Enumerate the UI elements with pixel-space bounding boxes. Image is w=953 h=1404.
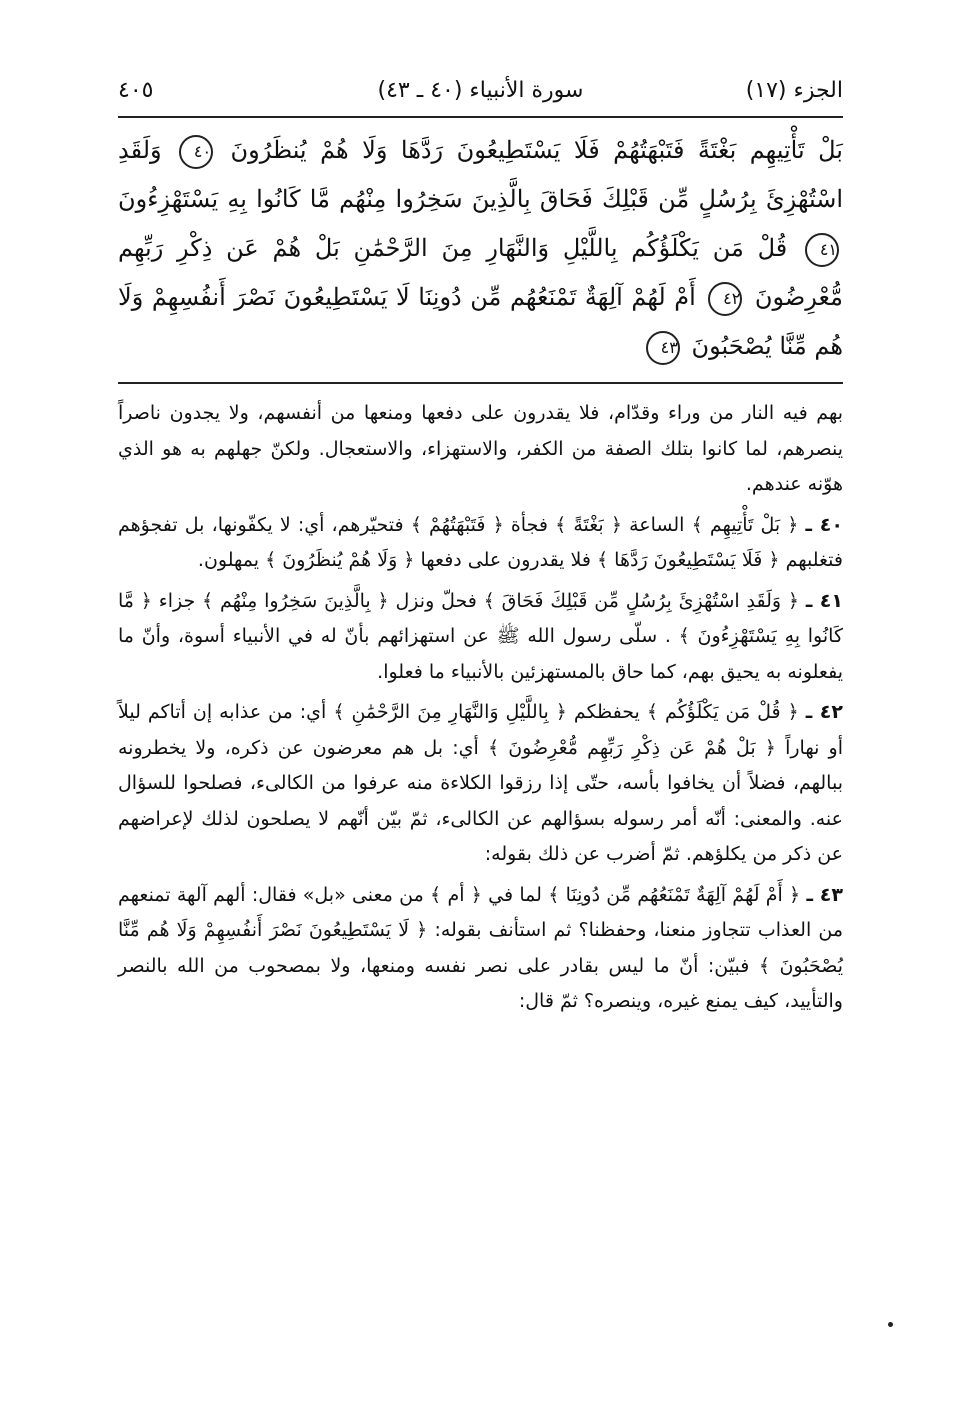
tafsir-verse-41-paragraph [118,584,843,691]
commentary-text: فلا يقدرون على دفعها [420,549,591,571]
verse-number: ٤٢ ـ [805,701,843,723]
commentary-text: فتحيّرهم، أي: لا يكفّونها، بل تفجؤهم فتغلبهم [118,513,843,571]
quran-quote: ﴿ قُلْ مَن يَكْلَؤُكُم ﴾ [647,701,799,723]
verse-42-text: قُلْ مَن يَكْلَؤُكُم بِاللَّيْلِ وَالنَّهَارِ مِنَ الرَّحْمَٰنِ بَلْ هُمْ عَن ذِكْرِ رَبِّهِم مُّعْرِضُونَ [118,234,843,311]
quran-quote: ﴿ وَلَقَدِ اسْتُهْزِئَ بِرُسُلٍ مِّن قَبْلِكَ فَحَاقَ ﴾ [484,590,799,612]
commentary-text: أي: بل هم معرضون عن ذكره، ولا يخطرونه ببالهم، فضلاً أن يخافوا بأسه، حتّى إذا رزقوا الكلاءة منه عرفوا من الكالىء، فصلحوا للسؤال عنه. والمعنى: أنّه أمر رسوله بسؤالهم عن الكالىء، ثمّ بيّن أنّهم لا يصلحون لذلك لإعراضهم عن ذكر من يكلؤهم. ثمّ أضرب عن ذلك بقوله: [118,736,843,865]
commentary-text: يمهلون. [197,549,260,571]
commentary-text: فجأة [510,513,548,536]
verse-number: ٤١ ـ [805,589,843,612]
verse-40-marker: ٤٠ [179,135,213,169]
verse-43-marker: ٤٣ [646,331,680,365]
verse-41-text: وَلَقَدِ اسْتُهْزِئَ بِرُسُلٍ مِّن قَبْلِكَ فَحَاقَ بِالَّذِينَ سَخِرُوا مِنْهُم مَّا كَانُوا بِهِ يَسْتَهْزِءُونَ [118,136,843,213]
commentary-text: فبيّن: أنّ ما ليس بقادر على نصر نفسه ومنعها، ولا بمصحوب من الله بالنصر والتأييد، كيف يمنع غيره، وينصره؟ ثمّ قال: [118,954,843,1012]
quran-quote: ﴿ فَلَا يَسْتَطِيعُونَ رَدَّهَا ﴾ [597,549,780,571]
tafsir-verse-42-paragraph [118,695,843,873]
commentary-text: يحفظكم [573,701,640,723]
quran-quote: ﴿ بَلْ تَأْتِيهِم ﴾ [692,514,799,536]
quran-quote: ﴿ أم ﴾ [430,884,482,906]
quran-quote: ﴿ فَتَبْهَتُهُمْ ﴾ [411,514,504,536]
tafsir-commentary [118,396,843,1025]
quran-text-block [118,126,843,372]
juz-label: الجزء (١٧) [745,78,843,103]
commentary-text: . سلّى رسول الله ﷺ عن استهزائهم بأنّ له في الأنبياء أسوة، وأنّ ما يفعلونه به يحيق بهم، كما حاق بالمستهزئين بالأنبياء ما فعلوا. [118,625,843,683]
quran-quote: ﴿ بَلْ هُمْ عَن ذِكْرِ رَبِّهِم مُّعْرِضُونَ ﴾ [488,737,776,759]
commentary-text: من معنى «بل» فقال: ألهم آلهة تمنعهم من العذاب تتجاوز منعنا، وحفظنا؟ ثم استأنف بقوله: [118,883,843,941]
commentary-text: لما في [488,883,542,906]
verse-number: ٤٣ ـ [806,883,843,906]
commentary-text: فحلّ ونزل [395,589,477,612]
verse-41-marker: ٤١ [805,233,839,267]
surah-title: سورة الأنبياء (٤٠ ـ ٤٣) [377,78,584,103]
verse-number: ٤٠ ـ [805,513,843,536]
commentary-text: أي: من عذابه إن أتاكم ليلاً أو نهاراً [118,701,843,759]
quran-quote: ﴿ بِالَّذِينَ سَخِرُوا مِنْهُم ﴾ [202,590,389,612]
page-number: ٤٠٥ [118,78,154,103]
quran-quote: ﴿ بَغْتَةً ﴾ [555,514,622,536]
quran-quote: ﴿ وَلَا هُمْ يُنظَرُونَ ﴾ [265,549,414,571]
quran-quote: ﴿ لَا يَسْتَطِيعُونَ نَصْرَ أَنفُسِهِمْ وَلَا هُم مِّنَّا يُصْحَبُونَ ﴾ [118,919,843,977]
section-divider [118,382,843,384]
verse-43-text: أَمْ لَهُمْ آلِهَةٌ تَمْنَعُهُم مِّن دُونِنَا لَا يَسْتَطِيعُونَ نَصْرَ أَنفُسِهِمْ وَلَا هُم مِّنَّا يُصْحَبُونَ [118,283,843,360]
tafsir-intro-paragraph: بهم فيه النار من وراء وقدّام، فلا يقدرون على دفعها ومنعها من أنفسهم، ولا يجدون ناصراً ينصرهم، لما كانوا بتلك الصفة من الكفر، والاستهزاء، والاستعجال. ولكنّ جهلهم به هو الذي هوّنه عندهم. [118,402,843,495]
page-header [118,72,843,118]
quran-quote: ﴿ بِاللَّيْلِ وَالنَّهَارِ مِنَ الرَّحْمَٰنِ ﴾ [333,701,567,723]
quran-quote: ﴿ أَمْ لَهُمْ آلِهَةٌ تَمْنَعُهُم مِّن دُونِنَا ﴾ [548,884,800,906]
margin-dot [888,1322,893,1327]
commentary-text: جزاء [158,589,196,612]
tafsir-verse-40-paragraph [118,508,843,579]
verse-40-text: بَلْ تَأْتِيهِم بَغْتَةً فَتَبْهَتُهُمْ فَلَا يَسْتَطِيعُونَ رَدَّهَا وَلَا هُمْ يُنظَرُونَ [230,136,843,164]
quran-quote: ﴿ مَّا كَانُوا بِهِ يَسْتَهْزِءُونَ ﴾ [118,590,843,648]
tafsir-verse-43-paragraph [118,878,843,1020]
commentary-text: الساعة [629,513,685,536]
verse-42-marker: ٤٢ [708,282,742,316]
